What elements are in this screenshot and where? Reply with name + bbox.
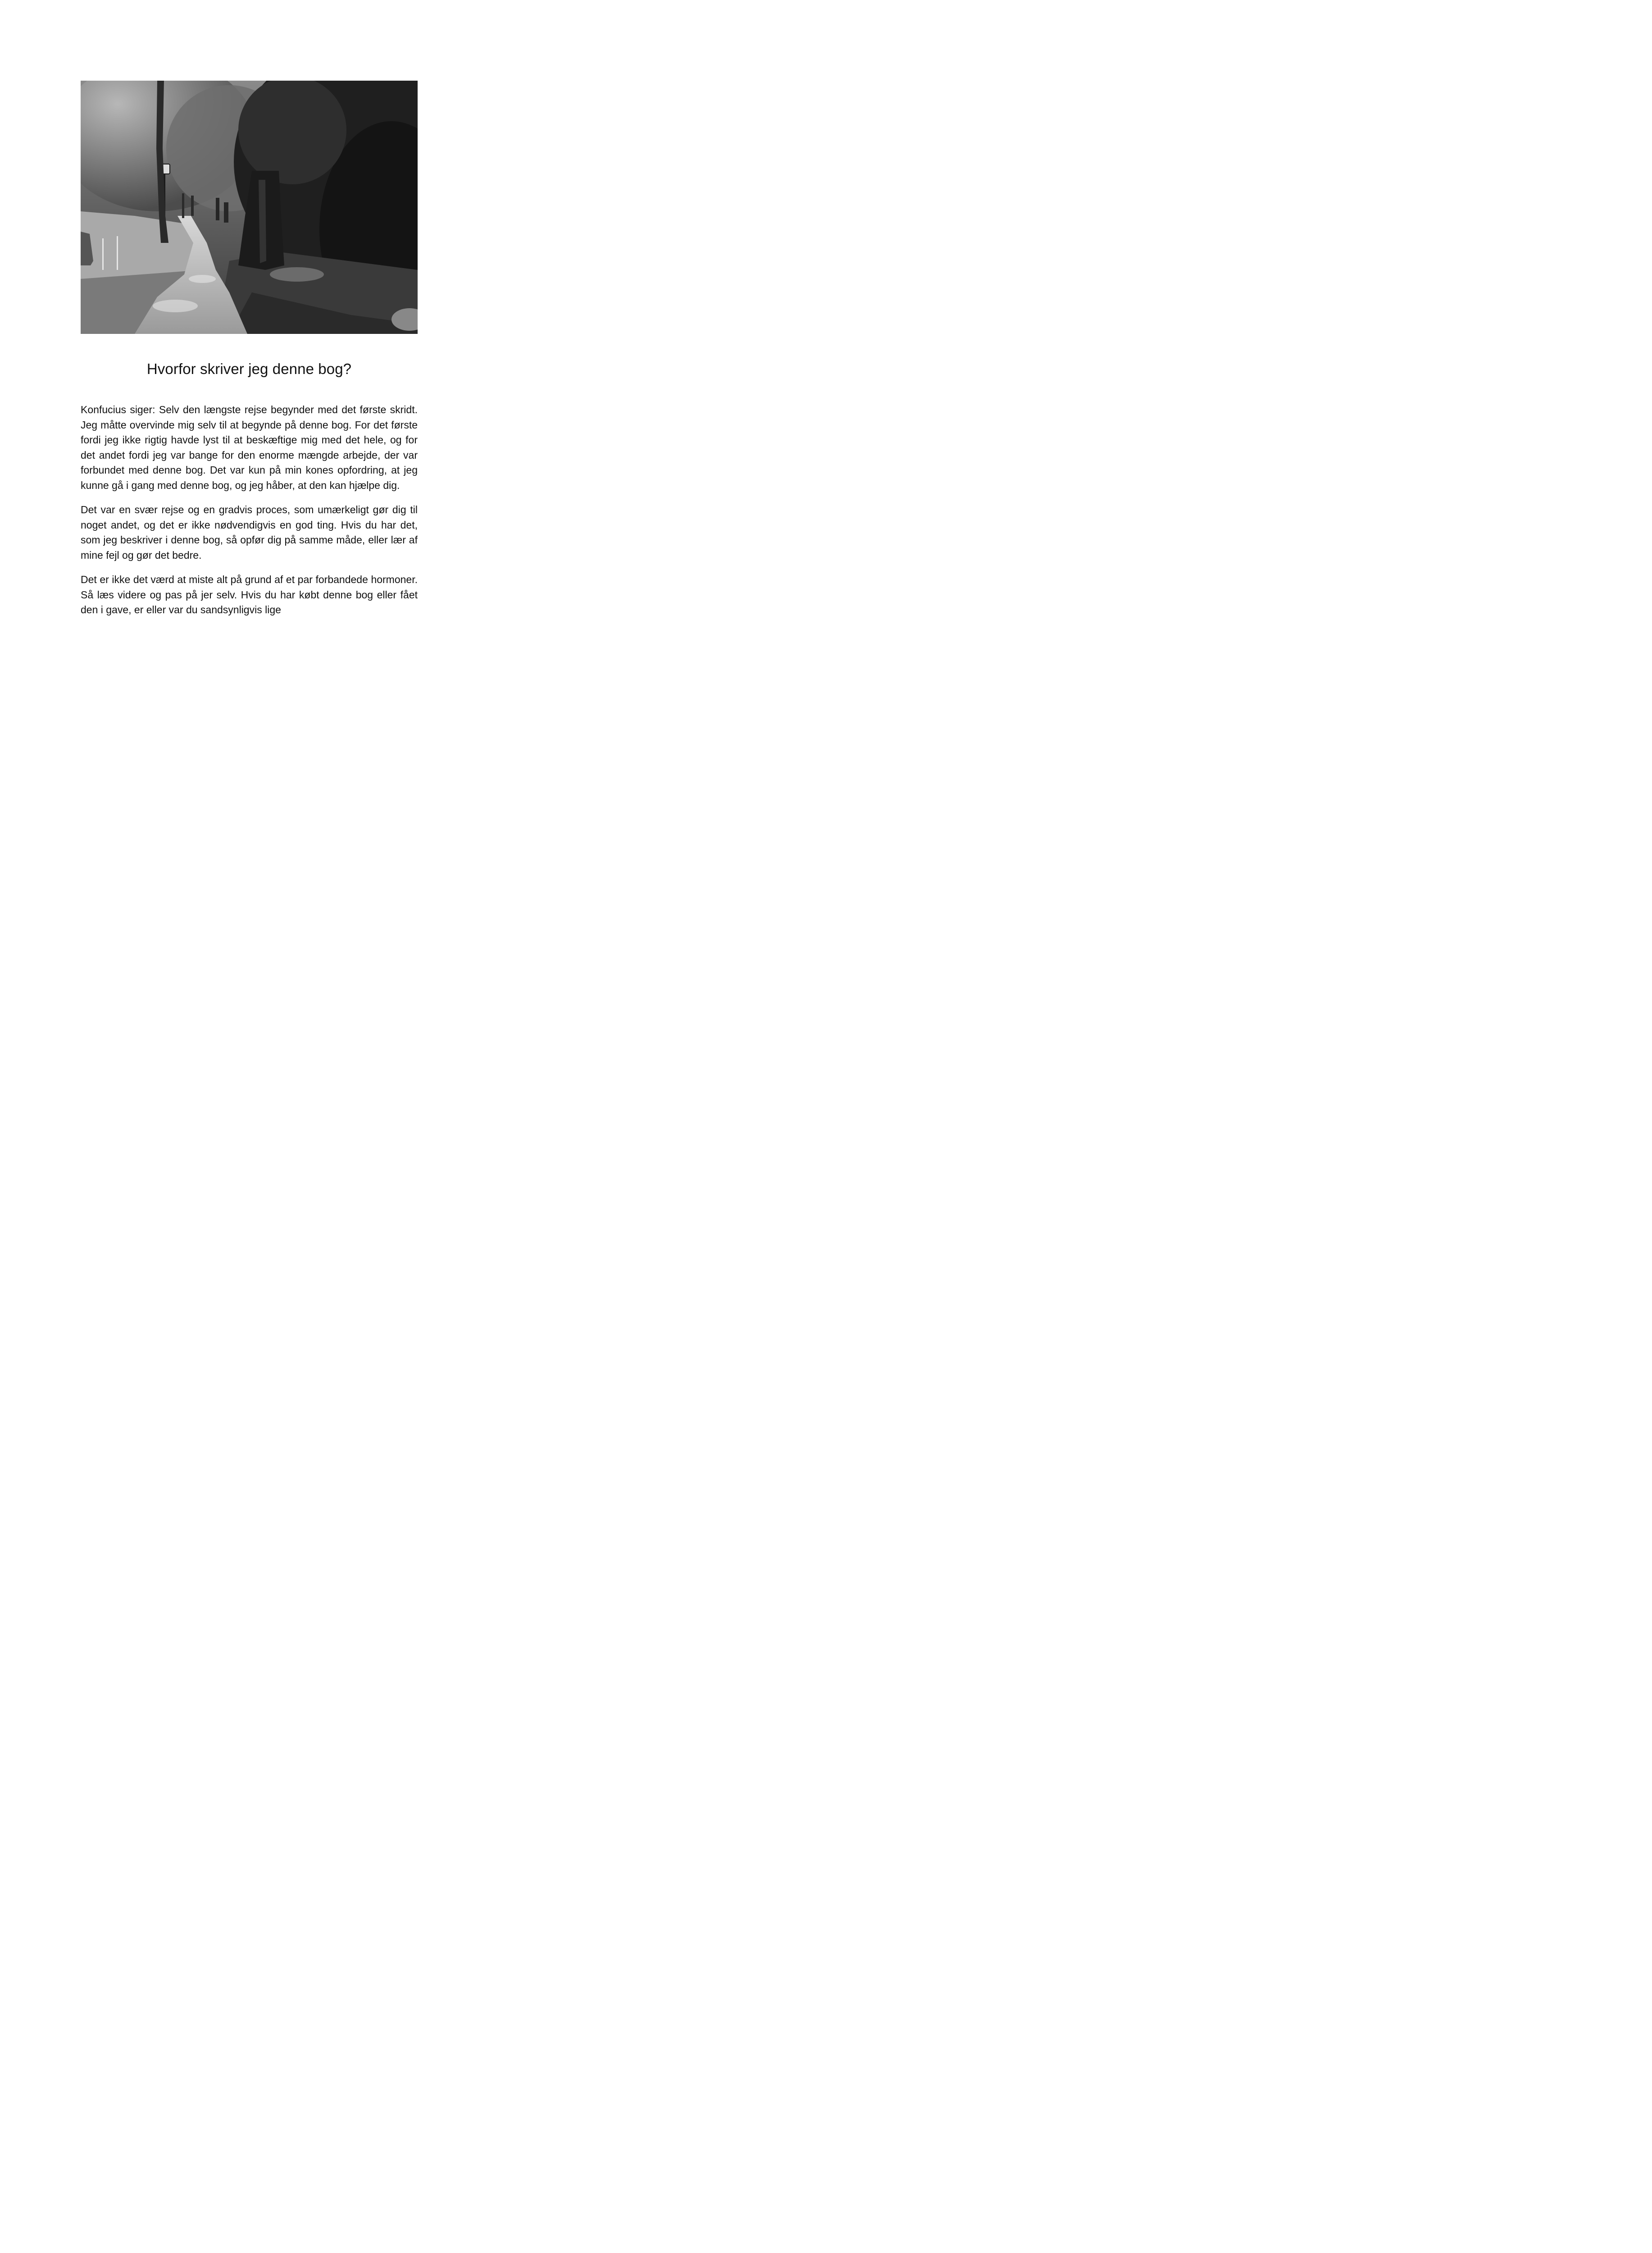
forest-path-photo bbox=[81, 81, 418, 334]
paragraph: Konfucius siger: Selv den længste rejse begynder med det første skridt. Jeg måtte overvinde mig selv til at begynde på denne bog. For det første fordi jeg ikke rigtig havde lyst til at beskæftige mig med det hele, og for det andet fordi jeg var bange for den enorme mængde arbejde, der var forbundet med denne bog. Det var kun på min kones opfordring, at jeg kunne gå i gang med denne bog, og jeg håber, at den kan hjælpe dig. bbox=[81, 404, 418, 491]
page-title: Hvorfor skriver jeg denne bog? bbox=[146, 360, 352, 377]
paragraph: Det er ikke det værd at miste alt på grund af et par forbandede hormoner. Så læs videre og pas på jer selv. Hvis du har købt denne bog eller fået den i gave, er eller var du sandsynligvis lige bbox=[81, 574, 418, 616]
body-text bbox=[81, 402, 418, 618]
paragraph: Det var en svær rejse og en gradvis proces, som umærkeligt gør dig til noget andet, og det er ikke nødvendigvis en god ting. Hvis du har det, som jeg beskriver i denne bog, så opfør dig på samme måde, eller lær af mine fejl og gør det bedre. bbox=[81, 504, 418, 561]
